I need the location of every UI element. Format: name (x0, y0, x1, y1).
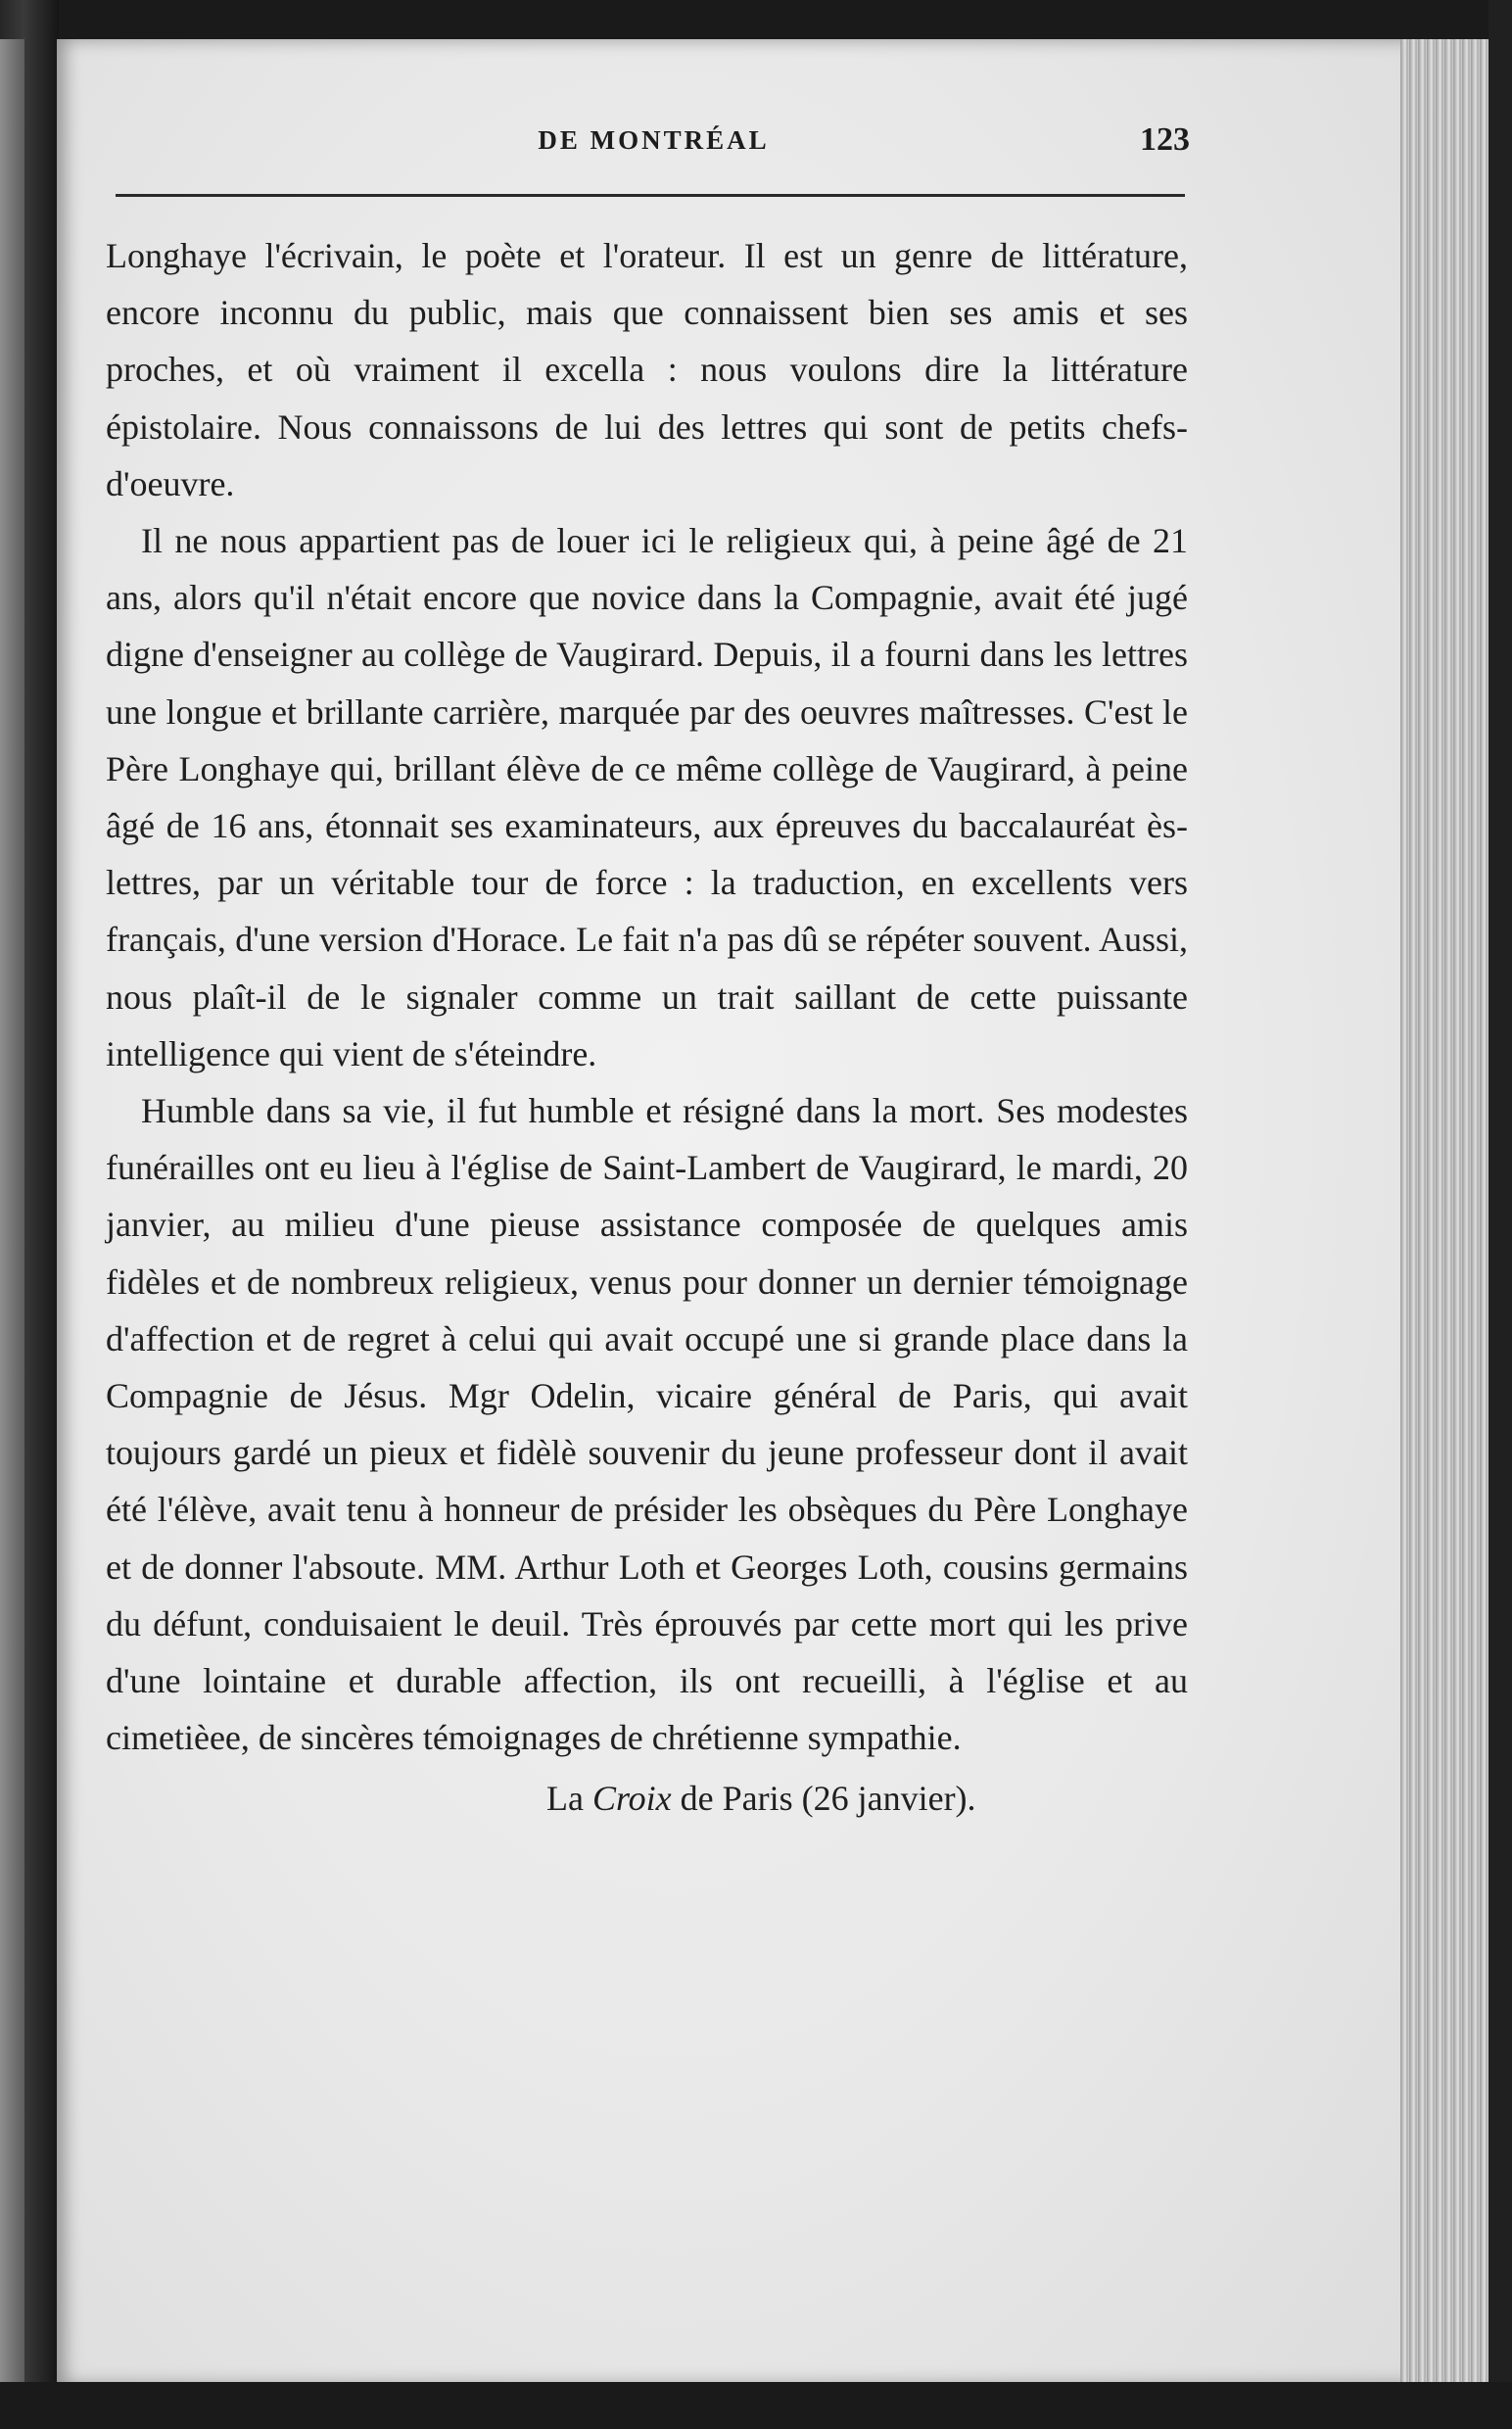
source-attribution (106, 1770, 1188, 1827)
previous-page-edge (0, 39, 24, 2390)
header-rule (116, 194, 1185, 197)
page-number: 123 (1140, 121, 1190, 158)
running-head-title: DE MONTRÉAL (538, 125, 770, 155)
paragraph: Il ne nous appartient pas de louer ici le religieux qui, à peine âgé de 21 ans, alors qu'il n'était encore que novice dans la Compagnie, avait été jugé digne d'enseigner au collège de Vaugirard. Depuis, il a fourni dans les lettres une longue et brillante carrière, marquée par des oeuvres maîtresses. C'est le Père Longhaye qui, brillant élève de ce même collège de Vaugirard, à peine âgé de 16 ans, étonnait ses examinateurs, aux épreuves du baccalauréat ès-lettres, par un véritable tour de force : la traduction, en excellents vers français, d'une version d'Horace. Le fait n'a pas dû se répéter souvent. Aussi, nous plaît-il de le signaler comme un trait saillant de cette puissante intelligence qui vient de s'éteindre. (106, 521, 1188, 1073)
body-text (106, 227, 1188, 1828)
paragraph: Longhaye l'écrivain, le poète et l'orateur. Il est un genre de littérature, encore inconnu du public, mais que connaissent bien ses amis et ses proches, et où vraiment il excella : nous voulons dire la littérature épistolaire. Nous connaissons de lui des lettres qui sont de petits chefs-d'oeuvre. (106, 236, 1188, 503)
page-stack-edges (1400, 39, 1488, 2385)
scan-top-border (0, 0, 1512, 41)
paragraph: Humble dans sa vie, il fut humble et résigné dans la mort. Ses modestes funérailles ont eu lieu à l'église de Saint-Lambert de Vaugirard, le mardi, 20 janvier, au milieu d'une pieuse assistance composée de quelques amis fidèles et de nombreux religieux, venus pour donner un dernier témoignage d'affection et de regret à celui qui avait occupé une si grande place dans la Compagnie de Jésus. Mgr Odelin, vicaire général de Paris, qui avait toujours gardé un pieux et fidèlè souvenir du jeune professeur dont il avait été l'élève, avait tenu à honneur de présider les obsèques du Père Longhaye et de donner l'absoute. MM. Arthur Loth et Georges Loth, cousins germains du défunt, conduisaient le deuil. Très éprouvés par cette mort qui les prive d'une lointaine et durable affection, ils ont recueilli, à l'église et au cimetièee, de sincères témoignages de chrétienne sympathie. (106, 1091, 1188, 1758)
attribution-prefix: La (546, 1779, 584, 1819)
scan-bottom-border (0, 2382, 1512, 2429)
attribution-source: Croix (591, 1779, 672, 1819)
running-head (118, 118, 1190, 167)
scan-right-border (1488, 0, 1512, 2429)
attribution-suffix: de Paris (26 janvier). (680, 1779, 976, 1819)
